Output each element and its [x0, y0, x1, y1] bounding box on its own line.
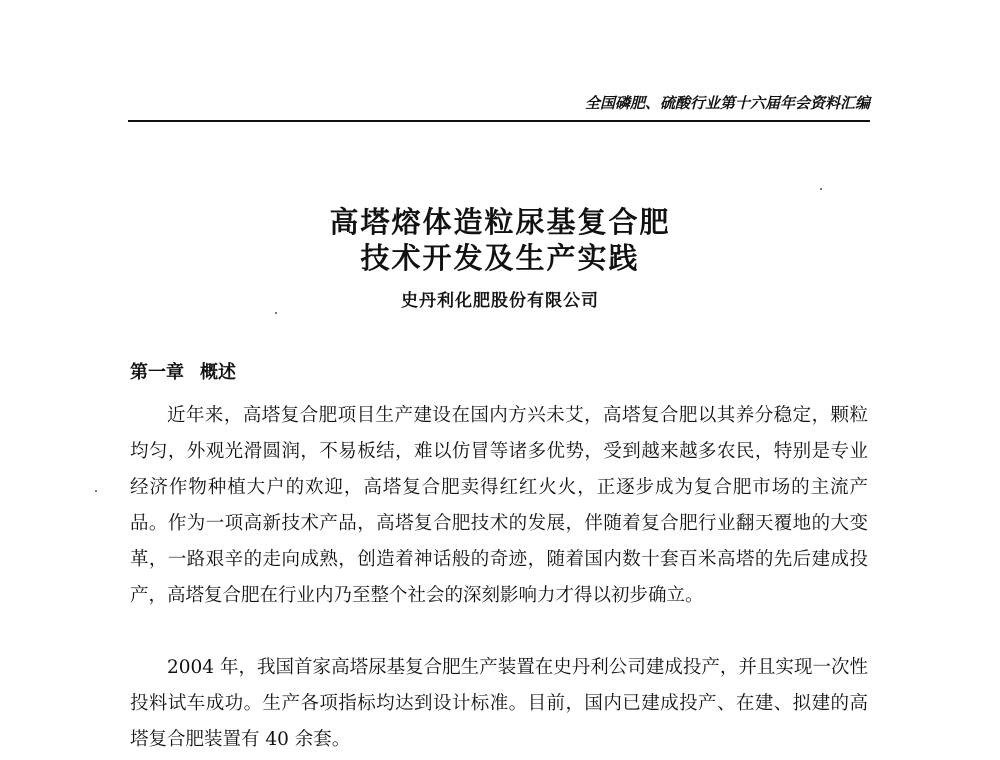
chapter-title: 概述	[200, 362, 236, 383]
running-header: 全国磷肥、硫酸行业第十六届年会资料汇编	[584, 94, 870, 112]
title-line-1: 高塔熔体造粒尿基复合肥	[329, 205, 671, 239]
body-paragraph-1: 近年来，高塔复合肥项目生产建设在国内方兴未艾，高塔复合肥以其养分稳定，颗粒均匀，外观光滑圆润，不易板结，难以仿冒等诸多优势，受到越来越多农民，特别是专业经济作物种植大户的欢迎，高塔复合肥卖得红红火火，正逐步成为复合肥市场的主流产品。作为一项高新技术产品，高塔复合肥技术的发展，伴随着复合肥行业翻天覆地的大变革，一路艰辛的走向成熟，创造着神话般的奇迹，随着国内数十套百米高塔的先后建成投产，高塔复合肥在行业内乃至整个社会的深刻影响力才得以初步确立。	[130, 405, 868, 606]
header-rule	[128, 120, 870, 122]
scan-speck	[820, 188, 822, 190]
scan-speck	[95, 490, 97, 492]
author-affiliation: 史丹利化肥股份有限公司	[401, 291, 599, 311]
chapter-heading	[130, 358, 236, 384]
chapter-number: 第一章	[130, 362, 184, 383]
body-paragraph-2: 2004 年，我国首家高塔尿基复合肥生产装置在史丹利公司建成投产，并且实现一次性投料试车成功。生产各项指标均达到设计标准。目前，国内已建成投产、在建、拟建的高塔复合肥装置有 40 余套。	[130, 657, 868, 750]
scan-speck	[275, 312, 277, 314]
title-line-2: 技术开发及生产实践	[360, 241, 640, 275]
